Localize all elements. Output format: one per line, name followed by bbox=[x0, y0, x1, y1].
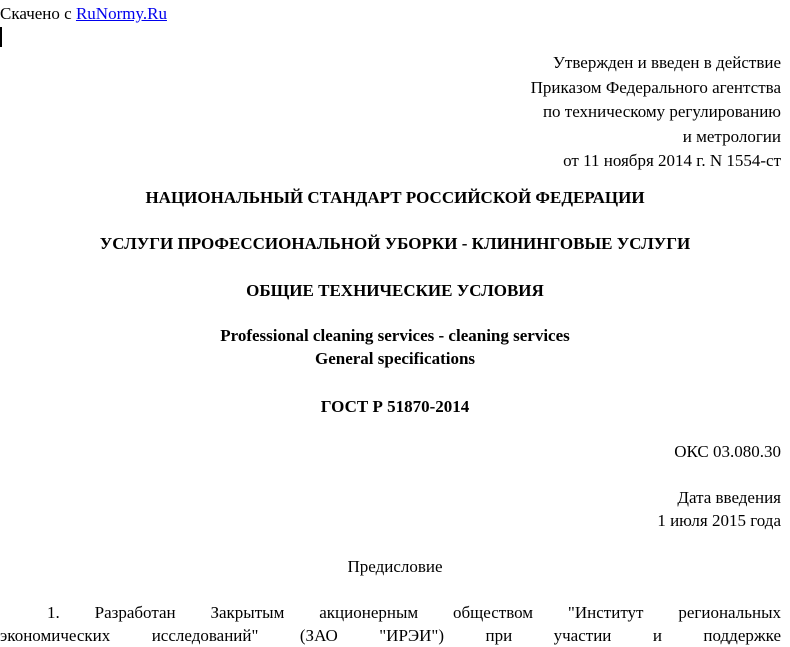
oks-code: ОКС 03.080.30 bbox=[674, 442, 781, 461]
gost-number: ГОСТ Р 51870-2014 bbox=[320, 397, 470, 416]
foreword-heading: Предисловие bbox=[347, 557, 443, 576]
intro-date-label: Дата введения bbox=[677, 488, 781, 507]
services-title: УСЛУГИ ПРОФЕССИОНАЛЬНОЙ УБОРКИ - КЛИНИНГОВЫЕ УСЛУГИ bbox=[99, 234, 691, 253]
foreword-paragraph bbox=[0, 601, 781, 647]
source-link[interactable]: RuNormy.Ru bbox=[75, 4, 167, 23]
approval-line: от 11 ноября 2014 г. N 1554-ст bbox=[563, 151, 781, 170]
text-cursor bbox=[0, 27, 2, 47]
english-title-line1: Professional cleaning services - cleaning services bbox=[220, 326, 570, 345]
english-title bbox=[0, 324, 790, 370]
intro-date-value: 1 июля 2015 года bbox=[657, 511, 781, 530]
paragraph-line: экономических исследований" (ЗАО "ИРЭИ") при участии и поддержке bbox=[0, 626, 781, 645]
approval-line: по техническому регулированию bbox=[542, 102, 781, 121]
conditions-title: ОБЩИЕ ТЕХНИЧЕСКИЕ УСЛОВИЯ bbox=[246, 281, 544, 300]
standard-title: НАЦИОНАЛЬНЫЙ СТАНДАРТ РОССИЙСКОЙ ФЕДЕРАЦИИ bbox=[145, 188, 645, 207]
english-title-line2: General specifications bbox=[314, 349, 476, 368]
source-prefix: Скачено с bbox=[0, 4, 76, 23]
approval-line: Утвержден и введен в действие bbox=[552, 53, 781, 72]
paragraph-line: 1. Разработан Закрытым акционерным обществом "Институт региональных bbox=[47, 603, 781, 622]
approval-line: Приказом Федерального агентства bbox=[530, 77, 781, 97]
approval-block bbox=[531, 51, 781, 174]
approval-line: и метрологии bbox=[682, 126, 781, 146]
source-line bbox=[0, 4, 167, 24]
intro-date-block bbox=[657, 486, 781, 532]
